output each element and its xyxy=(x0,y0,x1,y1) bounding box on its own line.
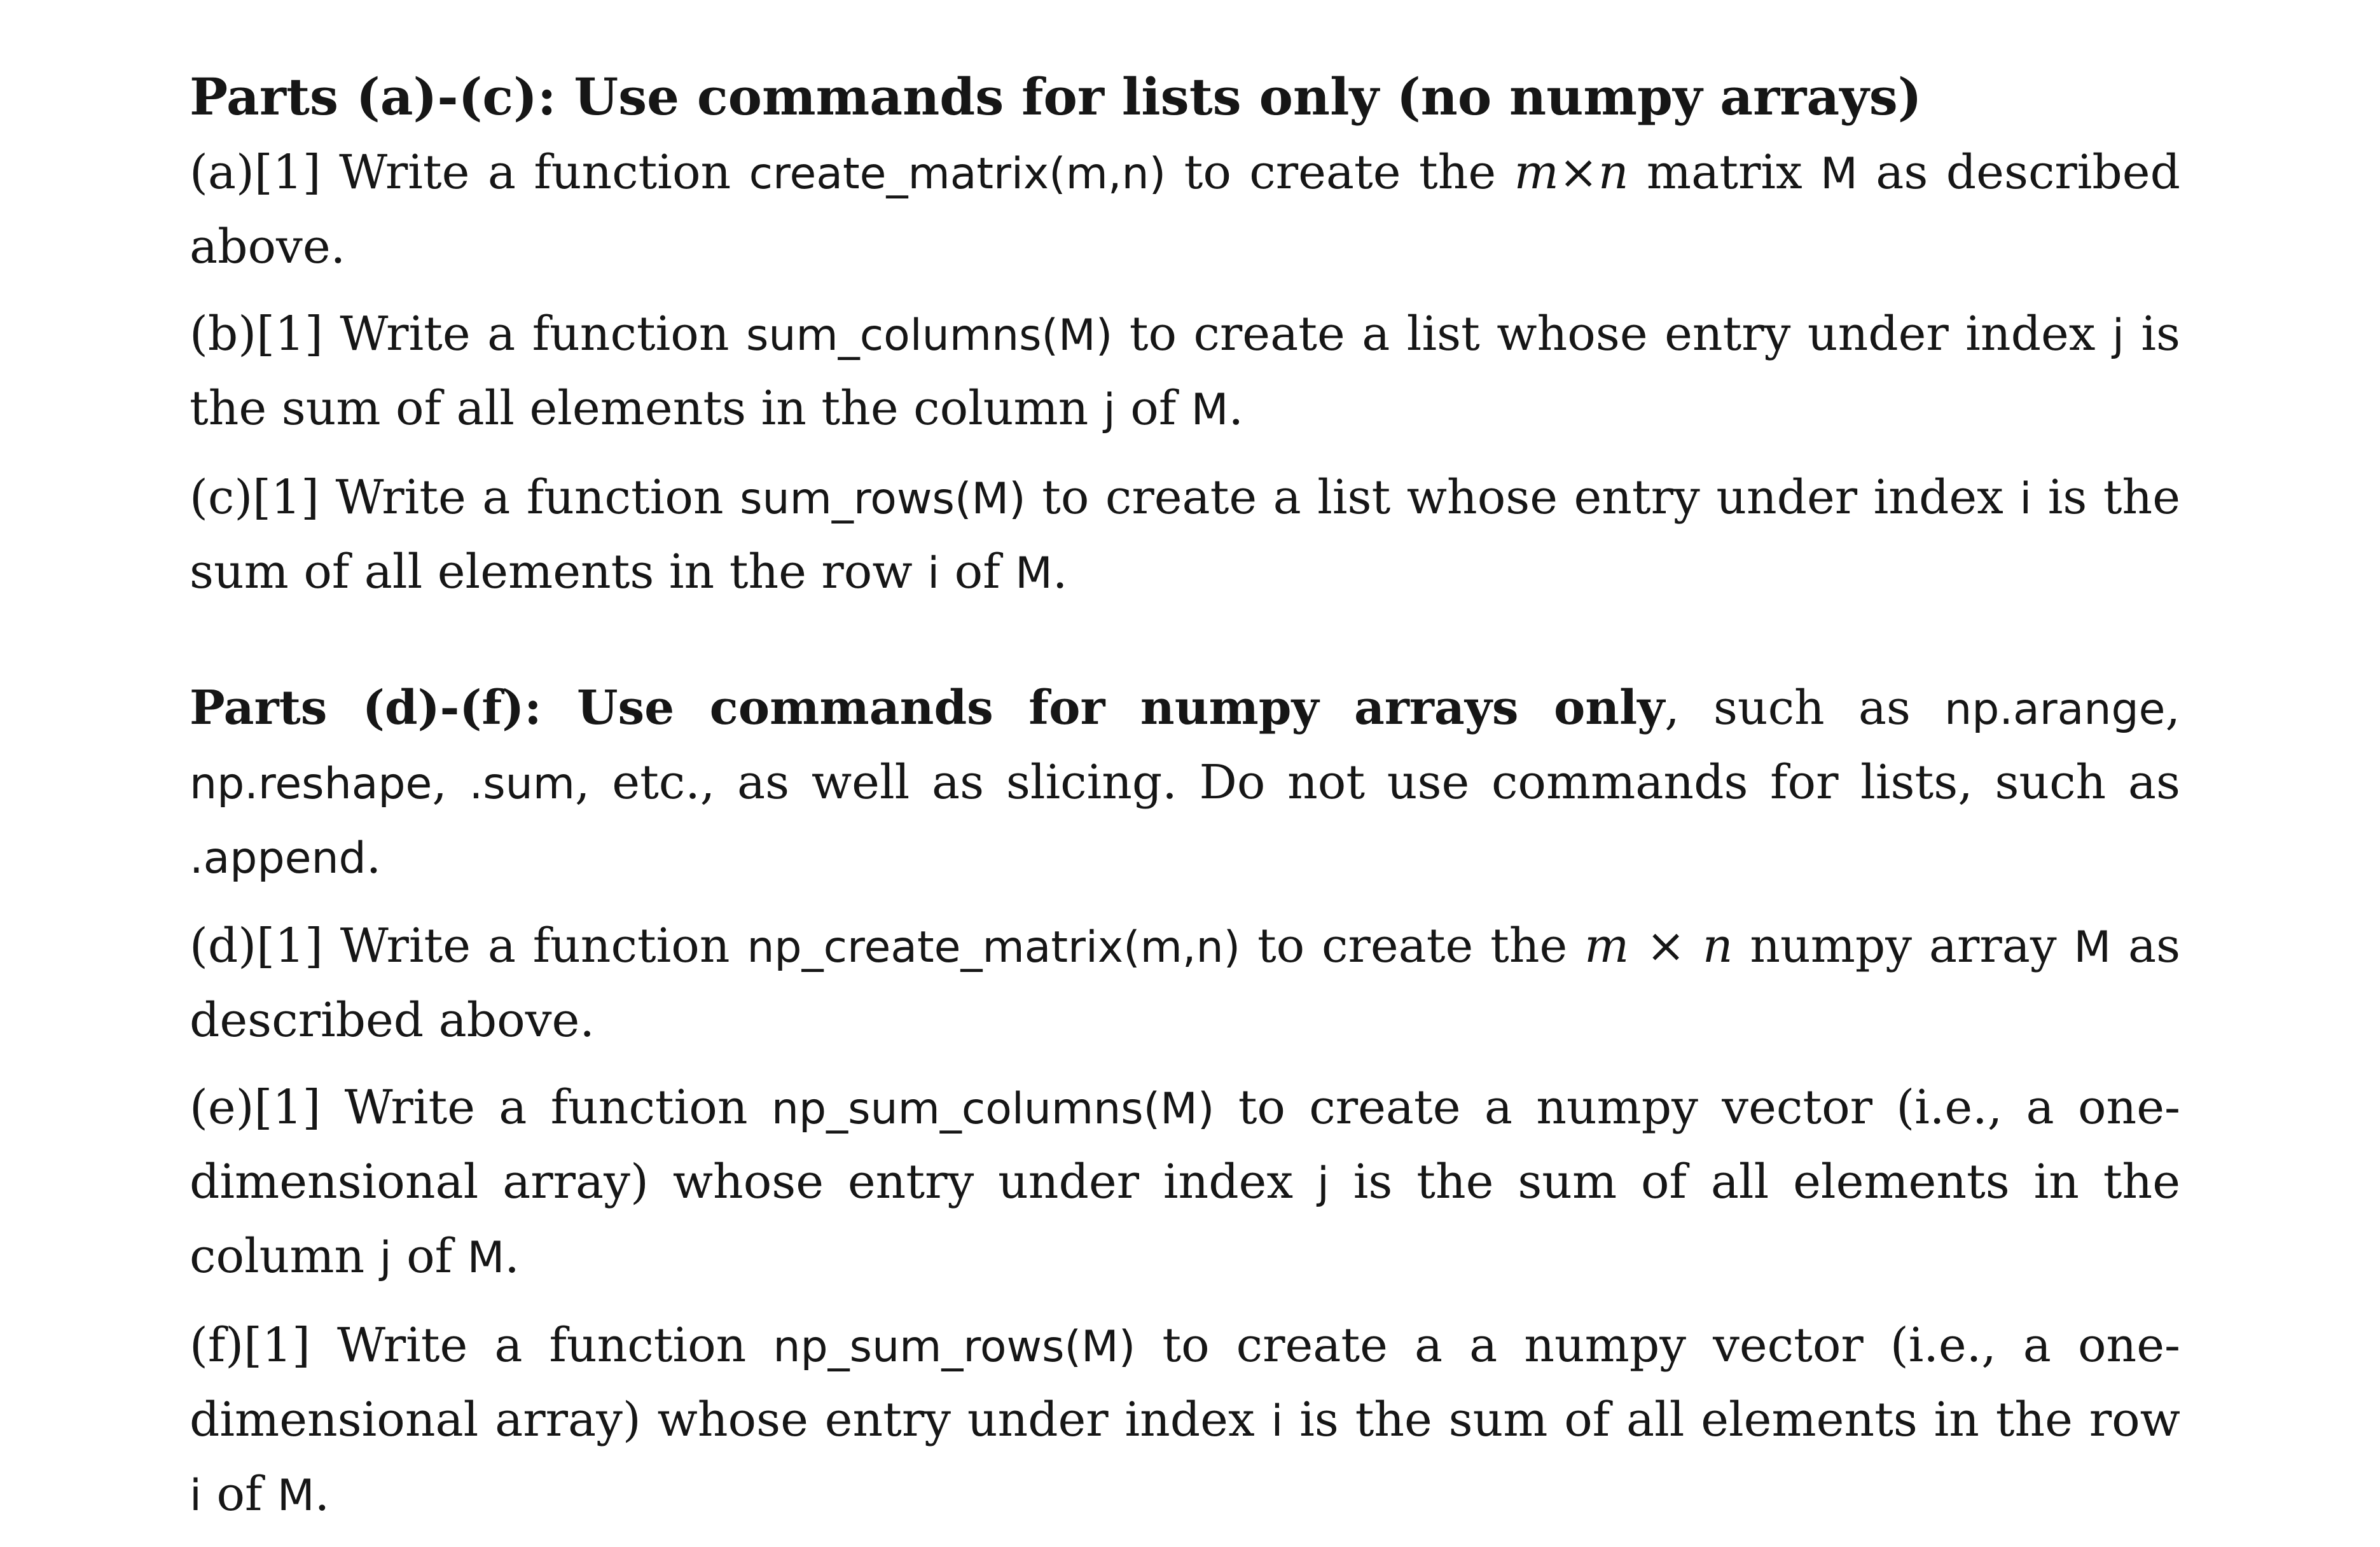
question-d-text-3: as described above. xyxy=(190,919,2181,1048)
question-a-text-3: as described above. xyxy=(190,145,2180,274)
question-a-text-2: matrix xyxy=(1646,145,1802,200)
question-b-of: of xyxy=(1130,381,1177,436)
var-M: M xyxy=(1820,149,1858,199)
intro-text-2: , etc., as well as slicing. Do not use commands for lists, such as xyxy=(575,755,2180,810)
question-f-text-2: is the sum of all elements in the row xyxy=(1299,1392,2180,1447)
question-a xyxy=(190,136,2180,283)
var-j-2: j xyxy=(379,1233,392,1283)
question-e-text: to create a numpy vector (i.e., a one-dimensional array) whose entry under index xyxy=(190,1080,2180,1209)
question-d xyxy=(190,910,2180,1057)
comma: , xyxy=(2165,681,2180,735)
question-e-label: (e)[1] Write a function xyxy=(190,1080,748,1135)
period: . xyxy=(504,1229,520,1284)
code-append: .append xyxy=(190,833,366,884)
section-heading-lists: Parts (a)-(c): Use commands for lists only (no numpy arrays) xyxy=(190,67,1922,127)
question-f-of: of xyxy=(216,1467,263,1522)
question-d-text-2: numpy array xyxy=(1750,919,2057,973)
var-M: M xyxy=(1015,548,1053,599)
var-i: i xyxy=(2019,474,2032,524)
function-name-np-sum-rows: np_sum_rows(M) xyxy=(773,1322,1136,1372)
code-np-reshape: np.reshape xyxy=(190,759,432,809)
math-m: m xyxy=(1514,145,1559,200)
question-e-of: of xyxy=(406,1229,453,1284)
var-M: M xyxy=(1191,385,1229,435)
function-name-sum-rows: sum_rows(M) xyxy=(740,474,1026,524)
code-sum: .sum xyxy=(469,759,576,809)
document-page xyxy=(190,61,2180,1547)
math-m: m xyxy=(1584,919,1629,973)
section-heading-numpy: Parts (d)-(f): Use commands for numpy arrays only xyxy=(190,681,1665,735)
question-f-text: to create a a numpy vector (i.e., a one-dimensional array) whose entry under index xyxy=(190,1318,2180,1447)
period: . xyxy=(1052,545,1068,599)
question-b-text: to create a list whose entry under index xyxy=(1129,307,2096,361)
question-a-label: (a)[1] Write a function xyxy=(190,145,731,200)
function-name-np-sum-columns: np_sum_columns(M) xyxy=(771,1084,1215,1134)
var-i-2: i xyxy=(190,1471,202,1521)
question-f xyxy=(190,1309,2180,1532)
question-e-text-2: is the sum of all elements in the column xyxy=(190,1155,2180,1284)
question-c-text: to create a list whose entry under index xyxy=(1042,470,2003,525)
question-c-text-2: is the sum of all elements in the row xyxy=(190,470,2180,599)
comma: , xyxy=(432,755,447,810)
var-i: i xyxy=(1271,1396,1283,1446)
intro-text: , such as xyxy=(1664,681,1911,735)
code-np-arange: np.arange xyxy=(1944,684,2166,735)
period: . xyxy=(366,829,382,884)
var-i-2: i xyxy=(927,548,940,599)
math-times: × xyxy=(1558,145,1598,200)
question-a-text: to create the xyxy=(1184,145,1497,200)
var-j: j xyxy=(2112,310,2124,361)
math-n: n xyxy=(1598,145,1629,200)
question-b-label: (b)[1] Write a function xyxy=(190,307,730,361)
var-j: j xyxy=(1317,1158,1329,1209)
section-intro-numpy xyxy=(190,672,2180,895)
section-spacer xyxy=(190,625,2180,672)
question-b xyxy=(190,298,2180,447)
var-j-2: j xyxy=(1103,385,1116,435)
var-M: M xyxy=(2073,922,2112,973)
question-c-of: of xyxy=(954,545,1000,599)
period: . xyxy=(1228,381,1243,436)
question-b-text-2: is the sum of all elements in the column xyxy=(190,307,2180,436)
question-d-label: (d)[1] Write a function xyxy=(190,919,730,973)
question-f-label: (f)[1] Write a function xyxy=(190,1318,747,1373)
question-c-label: (c)[1] Write a function xyxy=(190,470,724,525)
question-e xyxy=(190,1071,2180,1294)
var-M: M xyxy=(277,1471,315,1521)
question-d-text: to create the xyxy=(1257,919,1568,973)
math-times: × xyxy=(1646,919,1686,973)
var-M: M xyxy=(467,1233,505,1283)
question-c xyxy=(190,461,2180,610)
math-n: n xyxy=(1702,919,1733,973)
period: . xyxy=(314,1467,330,1522)
function-name-create-matrix: create_matrix(m,n) xyxy=(749,149,1166,199)
function-name-np-create-matrix: np_create_matrix(m,n) xyxy=(747,922,1241,973)
function-name-sum-columns: sum_columns(M) xyxy=(746,310,1113,361)
